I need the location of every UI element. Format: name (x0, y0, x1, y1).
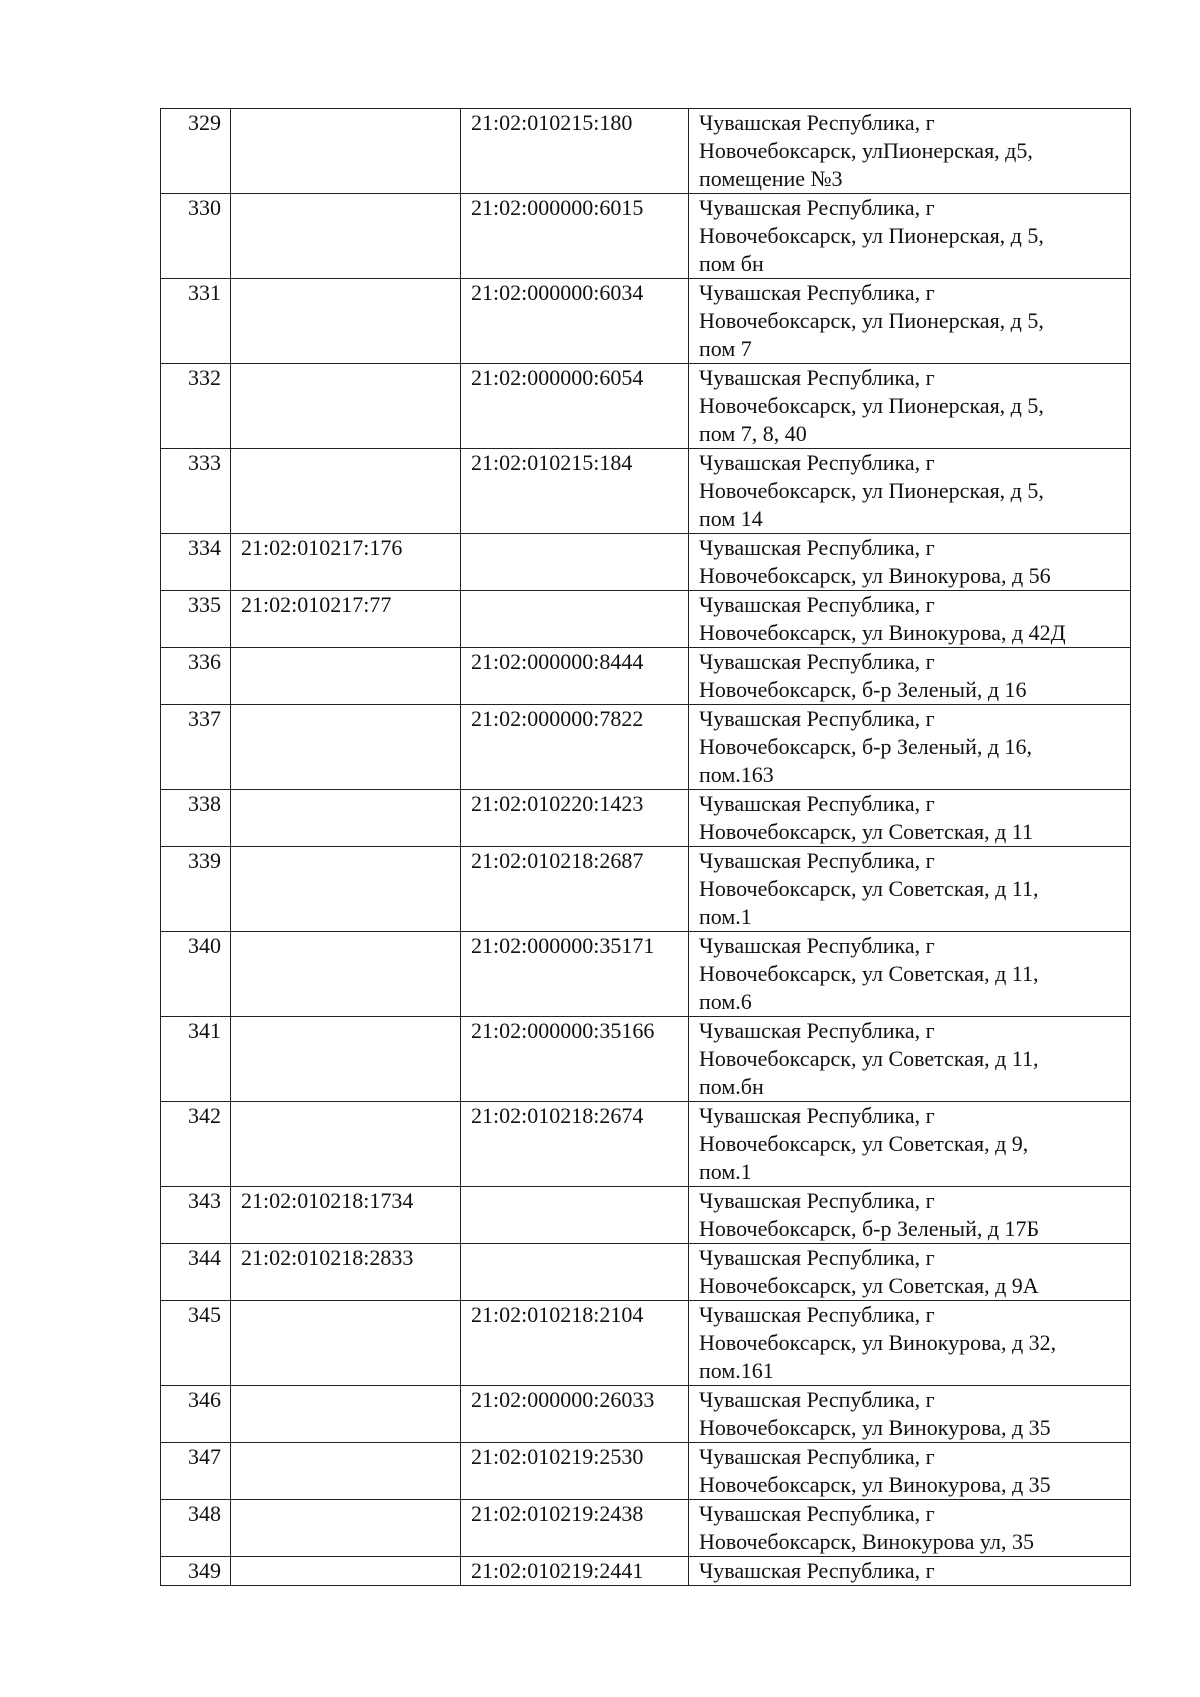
table-row (161, 1443, 1131, 1500)
address-cell (689, 279, 1131, 364)
row-number-cell: 348 (161, 1500, 231, 1557)
land-cadastral-number-cell (231, 364, 461, 449)
premises-cadastral-number-cell: 21:02:000000:6034 (461, 279, 689, 364)
row-number-cell: 349 (161, 1557, 231, 1586)
address-line: Чувашская Республика, г (699, 535, 935, 560)
land-cadastral-number-cell (231, 648, 461, 705)
table-row (161, 1017, 1131, 1102)
premises-cadastral-number-cell: 21:02:010215:184 (461, 449, 689, 534)
table-row (161, 1102, 1131, 1187)
address-cell (689, 591, 1131, 648)
address-cell (689, 1500, 1131, 1557)
address-cell (689, 1301, 1131, 1386)
address-line: пом.6 (699, 989, 752, 1014)
row-number-cell: 333 (161, 449, 231, 534)
premises-cadastral-number-cell: 21:02:010220:1423 (461, 790, 689, 847)
table-row (161, 449, 1131, 534)
row-number-cell: 335 (161, 591, 231, 648)
address-line: Чувашская Республика, г (699, 195, 935, 220)
land-cadastral-number-cell (231, 1443, 461, 1500)
premises-cadastral-number-cell: 21:02:000000:26033 (461, 1386, 689, 1443)
land-cadastral-number-cell (231, 705, 461, 790)
address-line: Новочебоксарск, ул Винокурова, д 32, (699, 1330, 1057, 1355)
premises-cadastral-number-cell: 21:02:000000:35166 (461, 1017, 689, 1102)
address-cell (689, 1187, 1131, 1244)
land-cadastral-number-cell (231, 790, 461, 847)
table-row (161, 705, 1131, 790)
address-line: Чувашская Республика, г (699, 1558, 935, 1583)
land-cadastral-number-cell: 21:02:010217:77 (231, 591, 461, 648)
table-row (161, 648, 1131, 705)
address-line: Чувашская Республика, г (699, 933, 935, 958)
address-line: пом 7 (699, 336, 752, 361)
land-cadastral-number-cell (231, 109, 461, 194)
address-cell (689, 194, 1131, 279)
land-cadastral-number-cell (231, 847, 461, 932)
premises-cadastral-number-cell: 21:02:010215:180 (461, 109, 689, 194)
land-cadastral-number-cell (231, 279, 461, 364)
table-row (161, 534, 1131, 591)
premises-cadastral-number-cell: 21:02:010219:2441 (461, 1557, 689, 1586)
table-row (161, 1386, 1131, 1443)
address-line: Чувашская Республика, г (699, 706, 935, 731)
address-line: Чувашская Республика, г (699, 1103, 935, 1128)
table-row (161, 591, 1131, 648)
table-row (161, 847, 1131, 932)
row-number-cell: 337 (161, 705, 231, 790)
address-line: Чувашская Республика, г (699, 110, 935, 135)
table-row (161, 364, 1131, 449)
land-cadastral-number-cell: 21:02:010218:1734 (231, 1187, 461, 1244)
land-cadastral-number-cell (231, 932, 461, 1017)
row-number-cell: 332 (161, 364, 231, 449)
premises-cadastral-number-cell: 21:02:000000:6015 (461, 194, 689, 279)
address-cell (689, 1443, 1131, 1500)
address-line: Чувашская Республика, г (699, 1501, 935, 1526)
row-number-cell: 336 (161, 648, 231, 705)
table-row (161, 194, 1131, 279)
row-number-cell: 329 (161, 109, 231, 194)
address-cell (689, 364, 1131, 449)
address-line: Чувашская Республика, г (699, 1245, 935, 1270)
address-line: Новочебоксарск, ул Пионерская, д 5, (699, 478, 1044, 503)
address-line: Новочебоксарск, улПионерская, д5, (699, 138, 1033, 163)
premises-cadastral-number-cell: 21:02:010218:2687 (461, 847, 689, 932)
address-line: пом бн (699, 251, 764, 276)
address-cell (689, 1017, 1131, 1102)
address-line: пом.бн (699, 1074, 764, 1099)
premises-cadastral-number-cell: 21:02:000000:8444 (461, 648, 689, 705)
registry-table-body (161, 109, 1131, 1586)
table-row (161, 279, 1131, 364)
row-number-cell: 338 (161, 790, 231, 847)
address-line: Новочебоксарск, ул Советская, д 11, (699, 961, 1039, 986)
row-number-cell: 334 (161, 534, 231, 591)
address-cell (689, 705, 1131, 790)
row-number-cell: 341 (161, 1017, 231, 1102)
address-cell (689, 932, 1131, 1017)
address-line: пом.161 (699, 1358, 774, 1383)
address-cell (689, 1244, 1131, 1301)
address-line: Новочебоксарск, ул Винокурова, д 35 (699, 1415, 1051, 1440)
premises-cadastral-number-cell: 21:02:010218:2104 (461, 1301, 689, 1386)
land-cadastral-number-cell (231, 1557, 461, 1586)
address-cell (689, 109, 1131, 194)
address-cell (689, 1557, 1131, 1586)
premises-cadastral-number-cell: 21:02:010218:2674 (461, 1102, 689, 1187)
address-line: Чувашская Республика, г (699, 280, 935, 305)
address-line: Новочебоксарск, ул Советская, д 9А (699, 1273, 1039, 1298)
premises-cadastral-number-cell: 21:02:000000:35171 (461, 932, 689, 1017)
land-cadastral-number-cell (231, 1301, 461, 1386)
address-line: пом.1 (699, 904, 752, 929)
address-line: Новочебоксарск, Винокурова ул, 35 (699, 1529, 1034, 1554)
property-registry-table (160, 108, 1131, 1586)
row-number-cell: 345 (161, 1301, 231, 1386)
address-cell (689, 449, 1131, 534)
premises-cadastral-number-cell (461, 1187, 689, 1244)
table-row (161, 1500, 1131, 1557)
address-line: Новочебоксарск, ул Советская, д 11 (699, 819, 1033, 844)
address-line: Чувашская Республика, г (699, 1302, 935, 1327)
row-number-cell: 343 (161, 1187, 231, 1244)
premises-cadastral-number-cell: 21:02:010219:2530 (461, 1443, 689, 1500)
address-cell (689, 790, 1131, 847)
address-line: Чувашская Республика, г (699, 1018, 935, 1043)
table-row (161, 1557, 1131, 1586)
address-line: Чувашская Республика, г (699, 791, 935, 816)
address-line: Чувашская Республика, г (699, 450, 935, 475)
address-line: Новочебоксарск, б-р Зеленый, д 16, (699, 734, 1033, 759)
row-number-cell: 339 (161, 847, 231, 932)
premises-cadastral-number-cell: 21:02:000000:7822 (461, 705, 689, 790)
address-line: Новочебоксарск, б-р Зеленый, д 17Б (699, 1216, 1040, 1241)
address-line: Новочебоксарск, ул Пионерская, д 5, (699, 393, 1044, 418)
land-cadastral-number-cell (231, 1017, 461, 1102)
address-line: Чувашская Республика, г (699, 848, 935, 873)
premises-cadastral-number-cell: 21:02:010219:2438 (461, 1500, 689, 1557)
table-row (161, 1244, 1131, 1301)
land-cadastral-number-cell: 21:02:010217:176 (231, 534, 461, 591)
address-cell (689, 648, 1131, 705)
land-cadastral-number-cell (231, 1500, 461, 1557)
address-line: пом.163 (699, 762, 774, 787)
address-line: Новочебоксарск, ул Советская, д 9, (699, 1131, 1029, 1156)
address-line: Чувашская Республика, г (699, 592, 935, 617)
address-line: Чувашская Республика, г (699, 1444, 935, 1469)
table-row (161, 932, 1131, 1017)
address-line: Новочебоксарск, ул Винокурова, д 35 (699, 1472, 1051, 1497)
address-line: пом 7, 8, 40 (699, 421, 807, 446)
address-line: пом.1 (699, 1159, 752, 1184)
address-line: Новочебоксарск, ул Советская, д 11, (699, 1046, 1039, 1071)
address-line: Новочебоксарск, ул Винокурова, д 56 (699, 563, 1051, 588)
address-line: Новочебоксарск, ул Советская, д 11, (699, 876, 1039, 901)
address-line: Чувашская Республика, г (699, 365, 935, 390)
land-cadastral-number-cell (231, 1386, 461, 1443)
row-number-cell: 342 (161, 1102, 231, 1187)
premises-cadastral-number-cell (461, 1244, 689, 1301)
row-number-cell: 344 (161, 1244, 231, 1301)
address-line: Чувашская Республика, г (699, 1387, 935, 1412)
premises-cadastral-number-cell (461, 591, 689, 648)
table-row (161, 1187, 1131, 1244)
table-row (161, 1301, 1131, 1386)
land-cadastral-number-cell: 21:02:010218:2833 (231, 1244, 461, 1301)
address-cell (689, 534, 1131, 591)
row-number-cell: 340 (161, 932, 231, 1017)
table-row (161, 790, 1131, 847)
premises-cadastral-number-cell: 21:02:000000:6054 (461, 364, 689, 449)
premises-cadastral-number-cell (461, 534, 689, 591)
address-line: Новочебоксарск, ул Пионерская, д 5, (699, 223, 1044, 248)
address-line: Чувашская Республика, г (699, 649, 935, 674)
address-line: Новочебоксарск, ул Пионерская, д 5, (699, 308, 1044, 333)
address-cell (689, 847, 1131, 932)
row-number-cell: 330 (161, 194, 231, 279)
row-number-cell: 347 (161, 1443, 231, 1500)
address-line: Новочебоксарск, б-р Зеленый, д 16 (699, 677, 1027, 702)
land-cadastral-number-cell (231, 1102, 461, 1187)
address-line: помещение №3 (699, 166, 843, 191)
row-number-cell: 346 (161, 1386, 231, 1443)
land-cadastral-number-cell (231, 449, 461, 534)
address-cell (689, 1386, 1131, 1443)
land-cadastral-number-cell (231, 194, 461, 279)
address-line: Чувашская Республика, г (699, 1188, 935, 1213)
address-cell (689, 1102, 1131, 1187)
row-number-cell: 331 (161, 279, 231, 364)
address-line: Новочебоксарск, ул Винокурова, д 42Д (699, 620, 1066, 645)
table-row (161, 109, 1131, 194)
address-line: пом 14 (699, 506, 763, 531)
